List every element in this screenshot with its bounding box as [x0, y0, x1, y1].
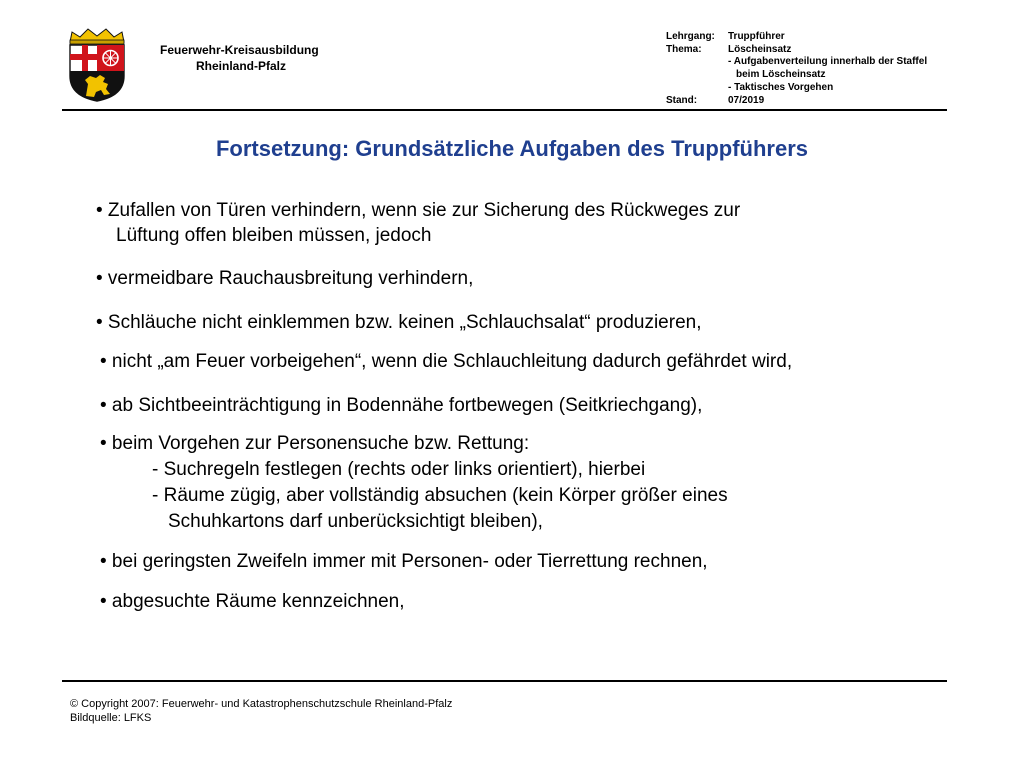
footer-divider — [62, 680, 947, 682]
course-label: Lehrgang: — [666, 31, 715, 42]
list-item — [96, 266, 473, 291]
list-item — [96, 310, 701, 335]
header-divider — [62, 109, 947, 111]
org-name-line2: Rheinland-Pfalz — [196, 59, 287, 73]
status-value: 07/2019 — [728, 94, 765, 106]
image-source-text: Bildquelle: LFKS — [70, 712, 152, 724]
list-subitem-continuation: Schuhkartons darf unberücksichtigt bleiben), — [168, 511, 543, 532]
page-title: Fortsetzung: Grundsätzliche Aufgaben des Truppführers — [215, 136, 808, 161]
topic-label: Thema: — [666, 43, 702, 55]
footer — [70, 697, 452, 725]
list-subitem: - Suchregeln festlegen (rechts oder links orientiert), hierbei — [152, 459, 646, 480]
list-item-continuation: Lüftung offen bleiben müssen, jedoch — [116, 225, 432, 246]
course-meta — [666, 31, 966, 107]
coat-of-arms-icon — [66, 26, 128, 102]
status-label: Stand: — [666, 94, 698, 106]
topic-row — [666, 44, 966, 57]
list-item-text: • beim Vorgehen zur Personensuche bzw. Rettung: — [100, 433, 530, 454]
list-item — [100, 349, 792, 374]
copyright-text: © Copyright 2007: Feuerwehr- und Katastrophenschutzschule Rheinland-Pfalz — [70, 698, 453, 710]
topic-item1-line1: - Aufgabenverteilung innerhalb der Staffel — [728, 56, 928, 68]
list-item — [96, 198, 740, 248]
list-item-text: • vermeidbare Rauchausbreitung verhindern, — [96, 268, 474, 289]
list-item-text: • bei geringsten Zweifeln immer mit Personen- oder Tierrettung rechnen, — [100, 551, 708, 572]
topic-item2: - Taktisches Vorgehen — [728, 81, 834, 93]
list-item — [100, 589, 405, 614]
list-item — [100, 549, 708, 574]
course-value: Truppführer — [728, 31, 785, 42]
status-row — [666, 95, 966, 108]
list-subitem: - Räume zügig, aber vollständig absuchen (kein Körper größer eines — [152, 485, 728, 506]
list-item — [100, 431, 728, 534]
topic-value: Löscheinsatz — [728, 43, 792, 55]
org-name-line1: Feuerwehr-Kreisausbildung — [160, 43, 319, 57]
course-row — [666, 31, 966, 44]
list-item-text: • ab Sichtbeeinträchtigung in Bodennähe fortbewegen (Seitkriechgang), — [100, 395, 703, 416]
topic-item1-line2: beim Löscheinsatz — [736, 69, 826, 81]
list-item — [100, 393, 702, 418]
list-item-text: • abgesuchte Räume kennzeichnen, — [100, 591, 405, 612]
list-item-text: • Schläuche nicht einklemmen bzw. keinen „Schlauchsalat“ produzieren, — [96, 312, 702, 333]
list-item-text: • Zufallen von Türen verhindern, wenn sie zur Sicherung des Rückweges zur — [96, 200, 741, 221]
list-item-text: • nicht „am Feuer vorbeigehen“, wenn die Schlauchleitung dadurch gefährdet wird, — [100, 351, 793, 372]
